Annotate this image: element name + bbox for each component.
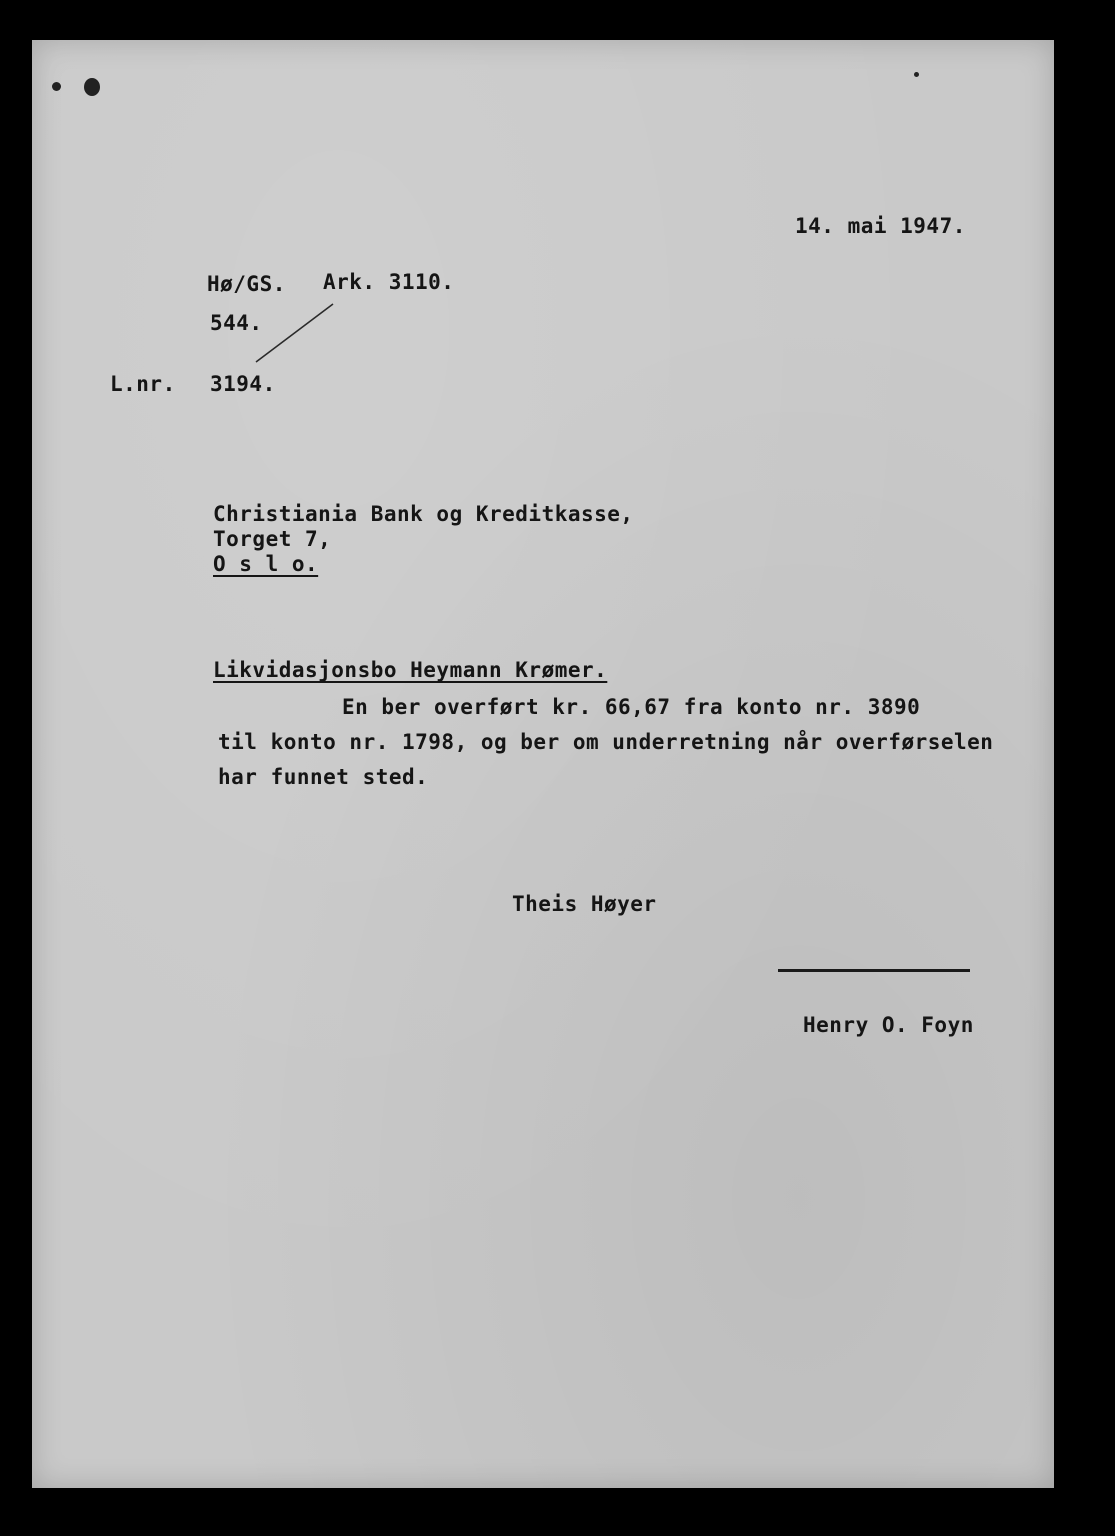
body-line-3: har funnet sted. — [218, 765, 429, 789]
signatory-name-1: Theis Høyer — [512, 892, 657, 916]
archive-reference: Ark. 3110. — [323, 270, 455, 294]
body-line-1: En ber overført kr. 66,67 fra konto nr. 3890 — [342, 695, 921, 719]
lnr-value: 3194. — [210, 372, 276, 396]
signature-line — [778, 969, 970, 972]
reference-number: 544. — [210, 311, 263, 335]
reference-initials: Hø/GS. — [207, 272, 286, 296]
letter-subject: Likvidasjonsbo Heymann Krømer. — [213, 658, 608, 682]
recipient-street: Torget 7, — [213, 527, 332, 551]
body-line-2: til konto nr. 1798, og ber om underretning når overførselen — [218, 730, 994, 754]
signatory-name-2: Henry O. Foyn — [803, 1013, 974, 1037]
recipient-city: O s l o. — [213, 552, 319, 576]
recipient-name: Christiania Bank og Kreditkasse, — [213, 502, 634, 526]
lnr-label: L.nr. — [110, 372, 176, 396]
letter-date: 14. mai 1947. — [795, 214, 966, 238]
